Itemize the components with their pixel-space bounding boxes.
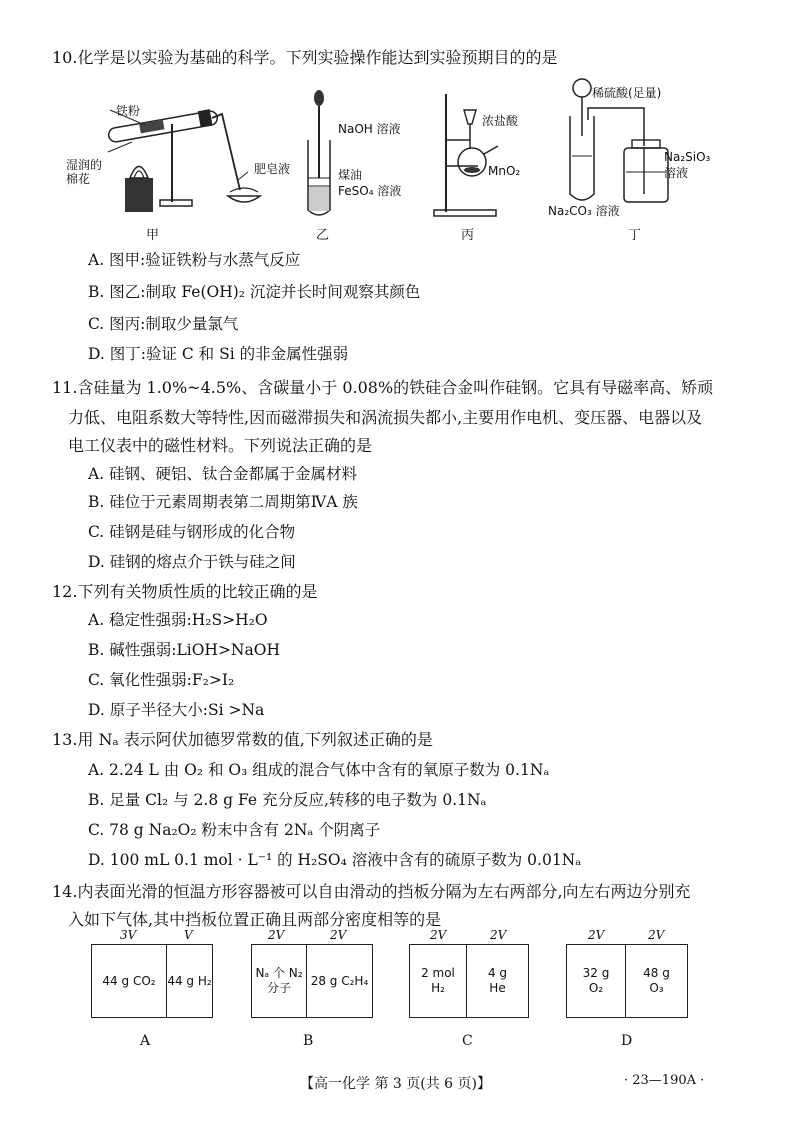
box-c-left bbox=[410, 945, 467, 1017]
box-d-left bbox=[567, 945, 626, 1017]
q13-option-a: A. 2.24 L 由 O₂ 和 O₃ 组成的混合气体中含有的氧原子数为 0.1Nₐ bbox=[88, 761, 550, 779]
box-b-left bbox=[252, 945, 307, 1017]
box-d-caption: D bbox=[621, 1033, 633, 1049]
box-b-vol-right: 2V bbox=[330, 928, 347, 942]
box-d-left-2: O₂ bbox=[588, 981, 604, 995]
box-c-left-2: H₂ bbox=[431, 981, 445, 995]
caption-jia: 甲 bbox=[146, 228, 160, 243]
label-cotton-1: 湿润的 bbox=[66, 158, 103, 172]
box-a-left: 44 g CO₂ bbox=[92, 945, 167, 1017]
label-soap: 肥皂液 bbox=[254, 162, 291, 176]
label-cotton-2: 棉花 bbox=[66, 172, 91, 186]
caption-ding: 丁 bbox=[628, 228, 642, 243]
box-c bbox=[409, 944, 529, 1018]
box-b-caption: B bbox=[303, 1033, 314, 1049]
label-na2sio3-2: 溶液 bbox=[664, 166, 689, 180]
box-c-vol-left: 2V bbox=[430, 928, 447, 942]
label-acid: 稀硫酸(足量) bbox=[592, 86, 662, 100]
label-iron: 铁粉 bbox=[116, 104, 141, 118]
box-d-vol-left: 2V bbox=[588, 928, 605, 942]
caption-yi: 乙 bbox=[316, 228, 330, 243]
q11-line-3: 电工仪表中的磁性材料。下列说法正确的是 bbox=[68, 436, 373, 455]
q10-option-c: C. 图丙:制取少量氯气 bbox=[88, 315, 239, 333]
q14-line-1: 14.内表面光滑的恒温方形容器被可以自由滑动的挡板分隔为左右两部分,向左右两边分别充 bbox=[52, 882, 691, 901]
box-c-vol-right: 2V bbox=[490, 928, 507, 942]
q12-option-a: A. 稳定性强弱:H₂S>H₂O bbox=[88, 611, 268, 629]
label-hcl: 浓盐酸 bbox=[482, 114, 519, 128]
box-c-caption: C bbox=[462, 1033, 473, 1049]
box-b-right: 28 g C₂H₄ bbox=[310, 973, 369, 988]
box-b bbox=[251, 944, 373, 1018]
q12-option-b: B. 碱性强弱:LiOH>NaOH bbox=[88, 641, 280, 659]
footer-code: · 23—190A · bbox=[624, 1073, 705, 1088]
q11-option-b: B. 硅位于元素周期表第二周期第ⅣA 族 bbox=[88, 493, 358, 511]
q11-option-a: A. 硅钢、硬铝、钛合金都属于金属材料 bbox=[88, 465, 358, 483]
box-c-right-2: He bbox=[489, 981, 506, 995]
box-d-vol-right: 2V bbox=[648, 928, 665, 942]
q11-option-c: C. 硅钢是硅与钢形成的化合物 bbox=[88, 523, 296, 541]
q12-option-c: C. 氧化性强弱:F₂>I₂ bbox=[88, 671, 235, 689]
q10-option-a: A. 图甲:验证铁粉与水蒸气反应 bbox=[88, 251, 301, 269]
box-c-left-1: 2 mol bbox=[421, 966, 455, 980]
q13-option-b: B. 足量 Cl₂ 与 2.8 g Fe 充分反应,转移的电子数为 0.1Nₐ bbox=[88, 791, 487, 809]
box-d-right-1: 48 g bbox=[643, 966, 670, 980]
q13-option-c: C. 78 g Na₂O₂ 粉末中含有 2Nₐ 个阴离子 bbox=[88, 821, 381, 839]
box-d-right-2: O₃ bbox=[649, 981, 664, 995]
q13-stem: 13.用 Nₐ 表示阿伏加德罗常数的值,下列叙述正确的是 bbox=[52, 730, 433, 749]
box-a-vol-right: V bbox=[184, 928, 193, 942]
box-b-left-2: 分子 bbox=[266, 981, 291, 995]
figure-yi bbox=[300, 90, 340, 220]
box-d-right bbox=[626, 945, 687, 1017]
box-a bbox=[91, 944, 213, 1018]
box-a-vol-left: 3V bbox=[120, 928, 137, 942]
figure-jia bbox=[90, 80, 270, 220]
label-mno2: MnO₂ bbox=[488, 164, 521, 178]
q12-stem: 12.下列有关物质性质的比较正确的是 bbox=[52, 582, 318, 601]
box-a-caption: A bbox=[140, 1033, 151, 1049]
box-c-right bbox=[467, 945, 528, 1017]
q10-option-d: D. 图丁:验证 C 和 Si 的非金属性强弱 bbox=[88, 345, 349, 363]
footer-page-info: 【高一化学 第 3 页(共 6 页)】 bbox=[300, 1076, 491, 1092]
label-feso4: FeSO₄ 溶液 bbox=[338, 184, 402, 198]
label-kerosene: 煤油 bbox=[338, 168, 363, 182]
label-na2co3: Na₂CO₃ 溶液 bbox=[548, 204, 620, 218]
box-d bbox=[566, 944, 688, 1018]
q12-option-d: D. 原子半径大小:Si >Na bbox=[88, 701, 265, 719]
label-na2sio3-1: Na₂SiO₃ bbox=[664, 150, 711, 164]
box-a-right: 44 g H₂ bbox=[167, 973, 212, 988]
label-naoh: NaOH 溶液 bbox=[338, 122, 401, 136]
figure-bing bbox=[430, 90, 510, 220]
q10-stem: 10.化学是以实验为基础的科学。下列实验操作能达到实验预期目的的是 bbox=[52, 48, 558, 67]
q13-option-d: D. 100 mL 0.1 mol · L⁻¹ 的 H₂SO₄ 溶液中含有的硫原子数为 0.01Nₐ bbox=[88, 851, 582, 869]
q14-line-2: 入如下气体,其中挡板位置正确且两部分密度相等的是 bbox=[68, 910, 442, 929]
box-d-left-1: 32 g bbox=[582, 966, 610, 980]
box-c-right-1: 4 g bbox=[487, 966, 508, 980]
q11-option-d: D. 硅钢的熔点介于铁与硅之间 bbox=[88, 553, 296, 571]
box-b-left-1: Nₐ 个 N₂ bbox=[255, 966, 303, 980]
q11-line-1: 11.含硅量为 1.0%~4.5%、含碳量小于 0.08%的铁硅合金叫作硅钢。它具有导磁率高、矫顽 bbox=[52, 378, 714, 397]
box-b-vol-left: 2V bbox=[268, 928, 285, 942]
q11-line-2: 力低、电阻系数大等特性,因而磁滞损失和涡流损失都小,主要用作电机、变压器、电器以及 bbox=[68, 408, 703, 427]
q10-option-b: B. 图乙:制取 Fe(OH)₂ 沉淀并长时间观察其颜色 bbox=[88, 283, 421, 301]
caption-bing: 丙 bbox=[461, 228, 475, 243]
